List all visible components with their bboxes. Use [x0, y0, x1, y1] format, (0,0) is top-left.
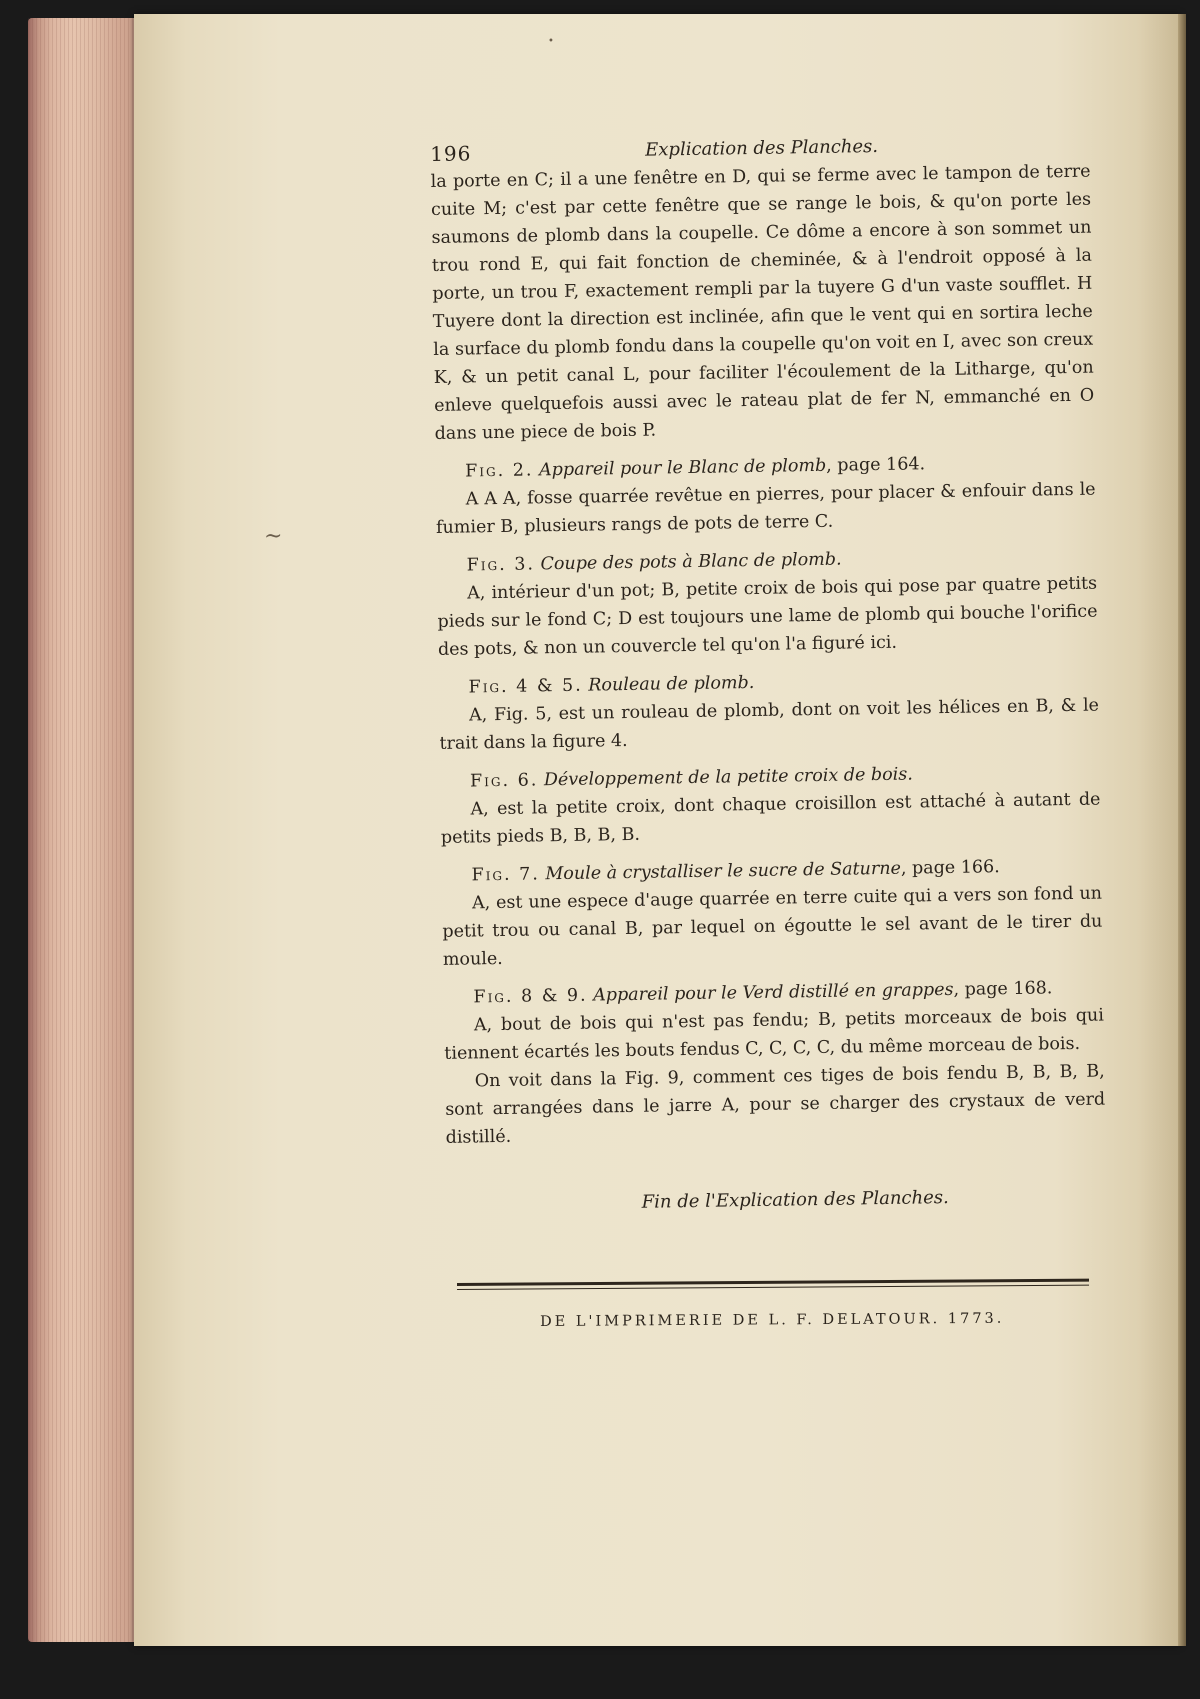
figure-label: Fig. 8 & 9. — [473, 985, 588, 1008]
figure-description: A, bout de bois qui n'est pas fendu; B, petits morceaux de bois qui tiennent écartés les bouts fendus C, C, C, C, du même morceau de bois. — [444, 1005, 1104, 1064]
figure-description-extra: On voit dans la Fig. 9, comment ces tiges de bois fendu B, B, B, B, sont arrangées dans le jarre A, pour se charger des crystaux de verd distillé. — [445, 1061, 1106, 1148]
figure-description: A, est la petite croix, dont chaque croisillon est attaché à autant de petits pieds B, B, B, B. — [440, 789, 1101, 848]
printer-imprint: DE L'IMPRIMERIE DE L. F. DELATOUR. 1773. — [540, 1310, 1005, 1330]
figure-label: Fig. 4 & 5. — [468, 675, 583, 698]
intro-paragraph: la porte en C; il a une fenêtre en D, qui se ferme avec le tampon de terre cuite M; c'est par cette fenêtre que se range le bois, & qu'on porte les saumons de plomb dans la coupelle. Ce dôme a encore à son sommet un trou rond E, qui fait fonction de cheminée, & à l'endroit opposé à la porte, un trou F, exactement rempli par la tuyere G d'un vaste soufflet. H Tuyere dont la direction est inclinée, afin que le vent qui en sortira leche la surface du plomb fondu dans la coupelle qu'on voit en I, avec son creux K, & un petit canal L, pour faciliter l'écoulement de la Litharge, qu'on enleve quelquefois aussi avec le rateau plat de fer N, emmanché en O dans une piece de bois P. — [430, 161, 1095, 444]
figure-title: Rouleau de plomb. — [588, 672, 755, 696]
book-page-edges — [28, 18, 140, 1642]
figure-label: Fig. 6. — [469, 770, 539, 792]
figure-title: Moule à crystalliser le sucre de Saturne — [545, 858, 902, 885]
page-number: 196 — [430, 141, 472, 166]
figure-title: Développement de la petite croix de bois. — [543, 764, 913, 791]
figure-description: A, Fig. 5, est un rouleau de plomb, dont on voit les hélices en B, & le trait dans la figure 4. — [439, 695, 1100, 754]
figure-description: A, intérieur d'un pot; B, petite croix de bois qui pose par quatre petits pieds sur le fond C; D est toujours une lame de plomb qui bouche l'orifice des pots, & non un couvercle tel qu'on l'a figuré ici. — [437, 573, 1098, 660]
figure-title: Coupe des pots à Blanc de plomb. — [540, 549, 842, 575]
figure-title: Appareil pour le Verd distillé en grappes — [593, 979, 954, 1006]
marginal-pencil-mark: ~ — [264, 524, 283, 549]
figure-page-ref: , page 168. — [953, 978, 1053, 1000]
ink-speck: • — [548, 36, 554, 47]
figure-page-ref: , page 164. — [826, 454, 926, 476]
closing-line: Fin de l'Explication des Planches. — [641, 1186, 949, 1213]
figure-label: Fig. 2. — [465, 460, 534, 482]
figure-description: A, est une espece d'auge quarrée en terre cuite qui a vers son fond un petit trou ou canal B, par lequel on égoutte le sel avant de le tirer du moule. — [442, 883, 1103, 970]
figure-explanations — [435, 448, 1106, 1152]
figure-label: Fig. 7. — [471, 864, 541, 886]
figure-description: A A A, fosse quarrée revêtue en pierres, pour placer & enfouir dans le fumier B, plusieurs rangs de pots de terre C. — [435, 479, 1096, 538]
page-text-block — [430, 130, 1107, 1220]
running-head-title: Explication des Planches. — [645, 135, 879, 161]
figure-page-ref: , page 166. — [900, 857, 1000, 879]
figure-label: Fig. 3. — [466, 554, 536, 576]
figure-title: Appareil pour le Blanc de plomb — [538, 455, 827, 481]
